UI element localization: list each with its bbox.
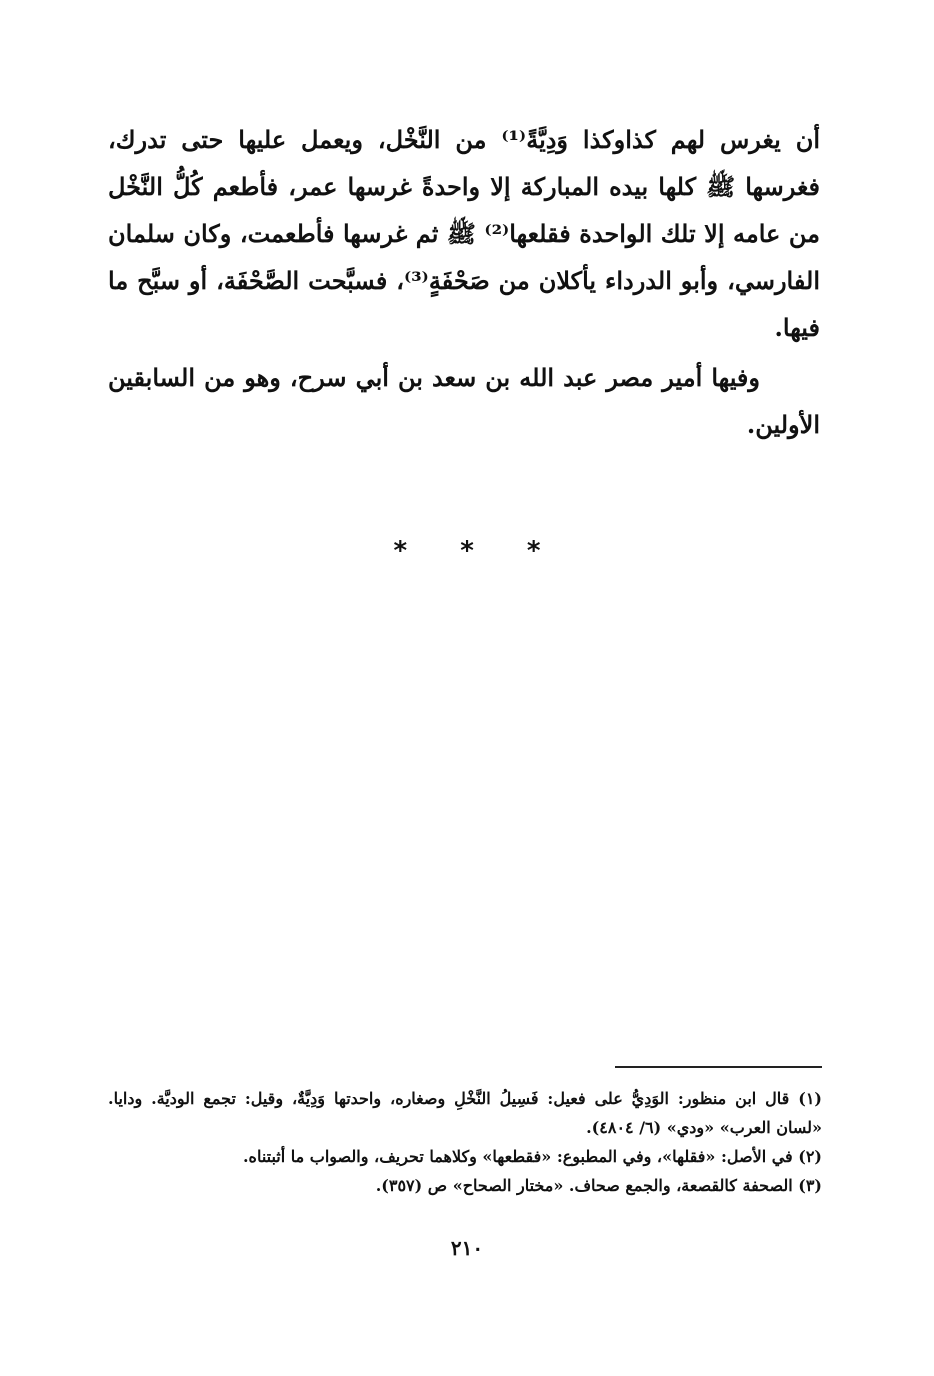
footnote-3: (٣) الصحفة كالقصعة، والجمع صحاف. «مختار الصحاح» ص (٣٥٧).	[375, 1176, 822, 1195]
footnote-2: (٢) في الأصل: «فقلها»، وفي المطبوع: «فقطعها» وكلاهما تحريف، والصواب ما أثبتناه.	[242, 1147, 822, 1166]
footnotes	[108, 1084, 822, 1200]
footnote-divider	[615, 1066, 822, 1068]
section-separator: * * *	[393, 536, 563, 566]
footnote-1: (١) قال ابن منظور: الوَدِيُّ على فعيل: فَسِيلُ النَّخْلِ وصغاره، واحدتها وَدِيَّةٌ، وقيل: تجمع الوديَّة. ودايا. «لسان العرب» «ودي» (٦/ ٤٨٠٤).	[108, 1089, 822, 1137]
paragraph: وفيها أمير مصر عبد الله بن سعد بن أبي سرح، وهو من السابقين الأولين.	[108, 363, 820, 439]
main-text	[108, 116, 820, 448]
page-number: ٢١٠	[450, 1236, 484, 1260]
paragraph: أن يغرس لهم كذاوكذا وَدِيَّةً⁽¹⁾ من النَّخْل، ويعمل عليها حتى تدرك، فغرسها ﷺ كلها بيده المباركة إلا واحدةً غرسها عمر، فأطعم كُلُّ النَّخْل من عامه إلا تلك الواحدة فقلعها⁽²⁾ ﷺ ثم غرسها فأطعمت، وكان سلمان الفارسي، وأبو الدرداء يأكلان من صَحْفَةٍ⁽³⁾، فسبَّحت الصَّحْفَة، أو سبَّح ما فيها.	[108, 125, 820, 342]
